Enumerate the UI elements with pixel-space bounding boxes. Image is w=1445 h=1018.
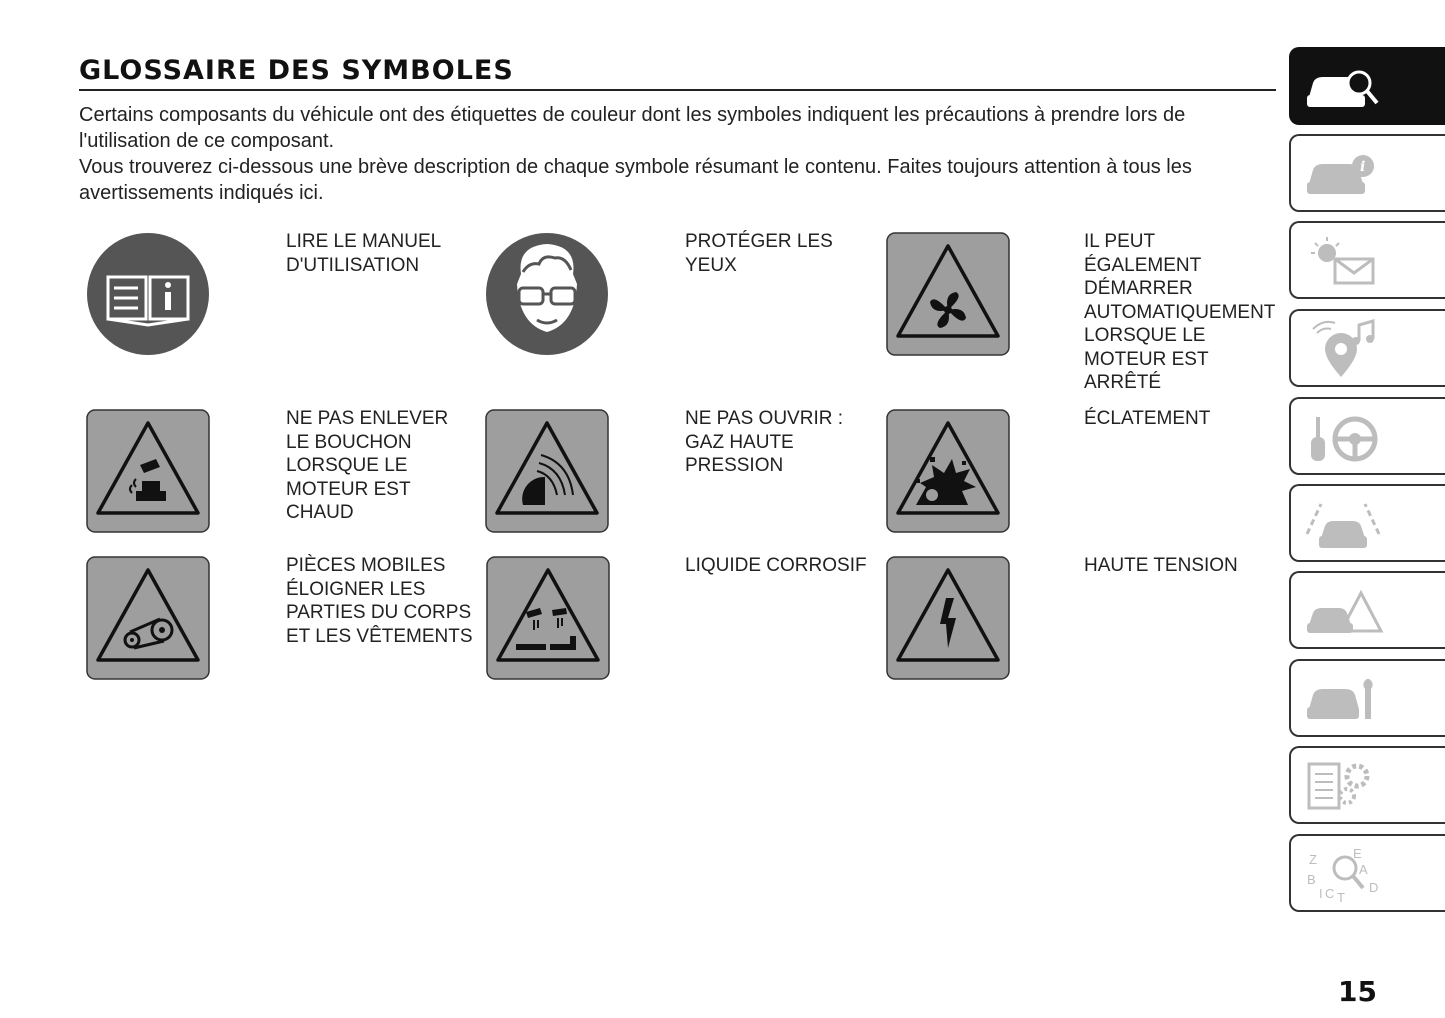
car-info-icon	[1301, 144, 1391, 204]
tab-car-info[interactable]	[1289, 134, 1445, 212]
eye-protection-icon	[485, 232, 609, 356]
tab-car-search[interactable]	[1289, 47, 1445, 125]
moving-parts-warning-icon	[86, 556, 210, 680]
intro-paragraph-1: Certains composants du véhicule ont des étiquettes de couleur dont les symboles indiquent les précautions à prendre lors de l'utilisation de ce composant.	[79, 104, 1186, 152]
label-hot-cap: NE PAS ENLEVER LE BOUCHON LORSQUE LE MOTEUR EST CHAUD	[286, 408, 449, 523]
label-read-manual: LIRE LE MANUEL D'UTILISATION	[286, 231, 442, 276]
tab-warning-lights[interactable]	[1289, 221, 1445, 299]
high-pressure-warning-icon	[485, 409, 609, 533]
index-letter: I	[1319, 886, 1323, 901]
hot-cap-warning-icon	[86, 409, 210, 533]
label-explosion: ÉCLATEMENT	[1084, 408, 1211, 429]
page-number: 15	[1338, 975, 1377, 1008]
tab-safety[interactable]	[1289, 484, 1445, 562]
warning-lights-messages-icon	[1301, 231, 1391, 291]
index-letter: T	[1337, 890, 1345, 904]
fan-warning-icon	[886, 232, 1010, 356]
technical-data-icon	[1301, 756, 1391, 816]
label-moving-parts: PIÈCES MOBILES ÉLOIGNER LES PARTIES DU CORPS ET LES VÊTEMENTS	[286, 555, 473, 647]
title-rule	[79, 89, 1276, 91]
page-title: GLOSSAIRE DES SYMBOLES	[79, 55, 514, 86]
label-high-pressure: NE PAS OUVRIR : GAZ HAUTE PRESSION	[685, 408, 844, 476]
car-search-icon	[1301, 57, 1391, 117]
label-eye-protection: PROTÉGER LES YEUX	[685, 231, 833, 276]
starting-driving-icon	[1301, 407, 1391, 467]
maintenance-icon	[1301, 669, 1391, 729]
tab-maintenance[interactable]	[1289, 659, 1445, 737]
tab-emergency[interactable]	[1289, 571, 1445, 649]
explosion-warning-icon	[886, 409, 1010, 533]
index-letter: B	[1307, 872, 1316, 887]
intro-text	[79, 102, 1269, 206]
index-letter: D	[1369, 880, 1379, 895]
svg-text:i: i	[1360, 159, 1366, 175]
index-letter: C	[1325, 886, 1335, 901]
tab-index[interactable]	[1289, 834, 1445, 912]
tab-starting-driving[interactable]	[1289, 397, 1445, 475]
label-high-voltage: HAUTE TENSION	[1084, 555, 1238, 576]
intro-paragraph-2: Vous trouverez ci-dessous une brève description de chaque symbole résumant le contenu. Faites toujours attention à tous les avertissements indiqués ici.	[79, 156, 1192, 204]
index-letter: Z	[1309, 852, 1317, 867]
safety-car-icon	[1301, 494, 1391, 554]
high-voltage-warning-icon	[886, 556, 1010, 680]
label-fan-warning: IL PEUT ÉGALEMENT DÉMARRER AUTOMATIQUEMENT LORSQUE LE MOTEUR EST ARRÊTÉ	[1084, 231, 1276, 393]
index-icon	[1301, 844, 1391, 904]
label-corrosive: LIQUIDE CORROSIF	[685, 555, 867, 576]
tab-multimedia[interactable]	[1289, 309, 1445, 387]
corrosive-warning-icon	[486, 556, 610, 680]
read-manual-icon	[86, 232, 210, 356]
index-letter: A	[1359, 862, 1368, 877]
emergency-icon	[1301, 581, 1391, 641]
tab-technical-data[interactable]	[1289, 746, 1445, 824]
index-letter: E	[1353, 846, 1362, 861]
multimedia-navigation-icon	[1301, 319, 1391, 379]
